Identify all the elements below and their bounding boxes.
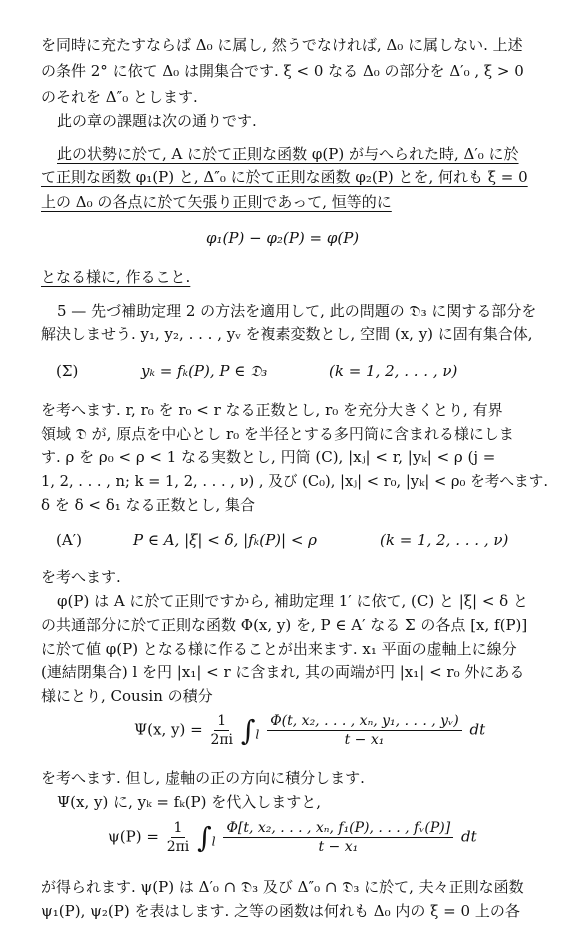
equation-sigma-range: (k = 1, 2, . . . , ν)	[329, 362, 458, 380]
equation-cousin-integral	[134, 713, 485, 748]
text-line: を同時に充たすならば Δ₀ に属し, 然うでなければ, Δ₀ に属しない. 上述	[41, 36, 523, 54]
equation-label-a-prime: (A′)	[56, 531, 82, 549]
fraction	[223, 820, 453, 855]
differential: dt	[469, 720, 486, 739]
text-line: 領域 𝔇 が, 原点を中心とし r₀ を半径とする多円筒に含まれる様にしま	[41, 425, 514, 443]
problem-statement-line: となる様に, 作ること.	[41, 268, 191, 286]
differential: dt	[461, 827, 477, 846]
text-line: を考へます. 但し, 虚軸の正の方向に積分します.	[41, 769, 365, 787]
equation-phi-difference: φ₁(P) − φ₂(P) = φ(P)	[206, 229, 360, 247]
fraction	[167, 820, 190, 855]
text-line: 様にとり, Cousin の積分	[41, 687, 213, 705]
equation-lhs: ψ(P) =	[108, 827, 159, 846]
text-line: の共通部分に於て正則な函数 Φ(x, y) を, P ∈ A′ なる Σ の各点 [x, f(P)]	[41, 616, 528, 634]
text-line: に於て値 φ(P) となる様に作ることが出来ます. x₁ 平面の虚軸上に線分	[41, 640, 517, 658]
section-5-line: 5 — 先づ補助定理 2 の方法を適用して, 此の問題の 𝔇₃ に関する部分を	[57, 302, 537, 320]
text-line: が得られます. ψ(P) は Δ′₀ ∩ 𝔇₃ 及び Δ″₀ ∩ 𝔇₃ に於て, 夫々正則な函数	[41, 878, 524, 896]
numerator: Φ(t, x₂, . . . , xₙ, y₁, . . . , yᵥ)	[267, 713, 462, 731]
numerator: 1	[214, 713, 229, 731]
text-line: (連結閉集合) l を円 |x₁| < r に含まれ, 其の両端が円 |x₁| < r₀ 外にある	[41, 663, 525, 681]
integral-sign: ∫	[240, 714, 256, 747]
fraction	[210, 713, 233, 748]
text-line: 解決しませう. y₁, y₂, . . . , yᵥ を複素変数とし, 空間 (x, y) に固有集合体,	[41, 325, 533, 343]
text-line: を考へます.	[41, 568, 121, 586]
equation-a-prime-range: (k = 1, 2, . . . , ν)	[380, 531, 509, 549]
problem-statement-line: 上の Δ₀ の各点に於て矢張り正則であって, 恒等的に	[41, 193, 392, 211]
numerator: Φ[t, x₂, . . . , xₙ, f₁(P), . . . , fᵥ(P)]	[223, 820, 453, 838]
integral-sign: ∫	[197, 821, 212, 854]
text-line: の条件 2° に依て Δ₀ は開集合です. ξ < 0 なる Δ₀ の部分を Δ′₀ , ξ > 0	[41, 62, 524, 80]
equation-a-prime: P ∈ A, |ξ| < δ, |fₖ(P)| < ρ	[133, 531, 317, 549]
equation-psi-integral	[108, 820, 477, 855]
text-line: φ(P) は A に於て正則ですから, 補助定理 1′ に依て, (C) と |ξ| < δ と	[57, 592, 528, 610]
equation-label-sigma: (Σ)	[56, 362, 79, 380]
problem-statement-line: 此の状勢に於て, A に於て正則な函数 φ(P) が与へられた時, Δ′₀ に於	[57, 145, 519, 163]
text-line: す. ρ を ρ₀ < ρ < 1 なる実数とし, 円筒 (C), |xⱼ| < r, |yₖ| < ρ (j =	[41, 448, 496, 466]
equation-lhs: Ψ(x, y) =	[134, 720, 203, 739]
text-line: のそれを Δ″₀ とします.	[41, 88, 198, 106]
text-line: ψ₁(P), ψ₂(P) を表はします. 之等の函数は何れも Δ₀ 内の ξ = 0 上の各	[41, 902, 520, 920]
numerator: 1	[171, 820, 186, 838]
fraction	[267, 713, 462, 748]
denominator: t − x₁	[344, 732, 385, 748]
integral-subscript: l	[211, 833, 216, 849]
text-line: を考へます. r, r₀ を r₀ < r なる正数とし, r₀ を充分大きくとり, 有界	[41, 401, 503, 419]
text-line: 此の章の課題は次の通りです.	[57, 112, 257, 130]
denominator: 2πi	[166, 839, 190, 855]
integral-subscript: l	[255, 726, 260, 742]
problem-statement-line: て正則な函数 φ₁(P) と, Δ″₀ に於て正則な函数 φ₂(P) とを, 何れも ξ = 0	[41, 168, 528, 186]
denominator: 2πi	[210, 732, 234, 748]
denominator: t − x₁	[318, 839, 359, 855]
text-line: 1, 2, . . . , n; k = 1, 2, . . . , ν) , 及び (C₀), |xⱼ| < r₀, |yₖ| < ρ₀ を考へます.	[41, 472, 549, 490]
text-line: Ψ(x, y) に, yₖ = fₖ(P) を代入しますと,	[57, 793, 322, 811]
text-line: δ を δ < δ₁ なる正数とし, 集合	[41, 496, 256, 514]
equation-sigma: yₖ = fₖ(P), P ∈ 𝔇₃	[141, 362, 268, 380]
